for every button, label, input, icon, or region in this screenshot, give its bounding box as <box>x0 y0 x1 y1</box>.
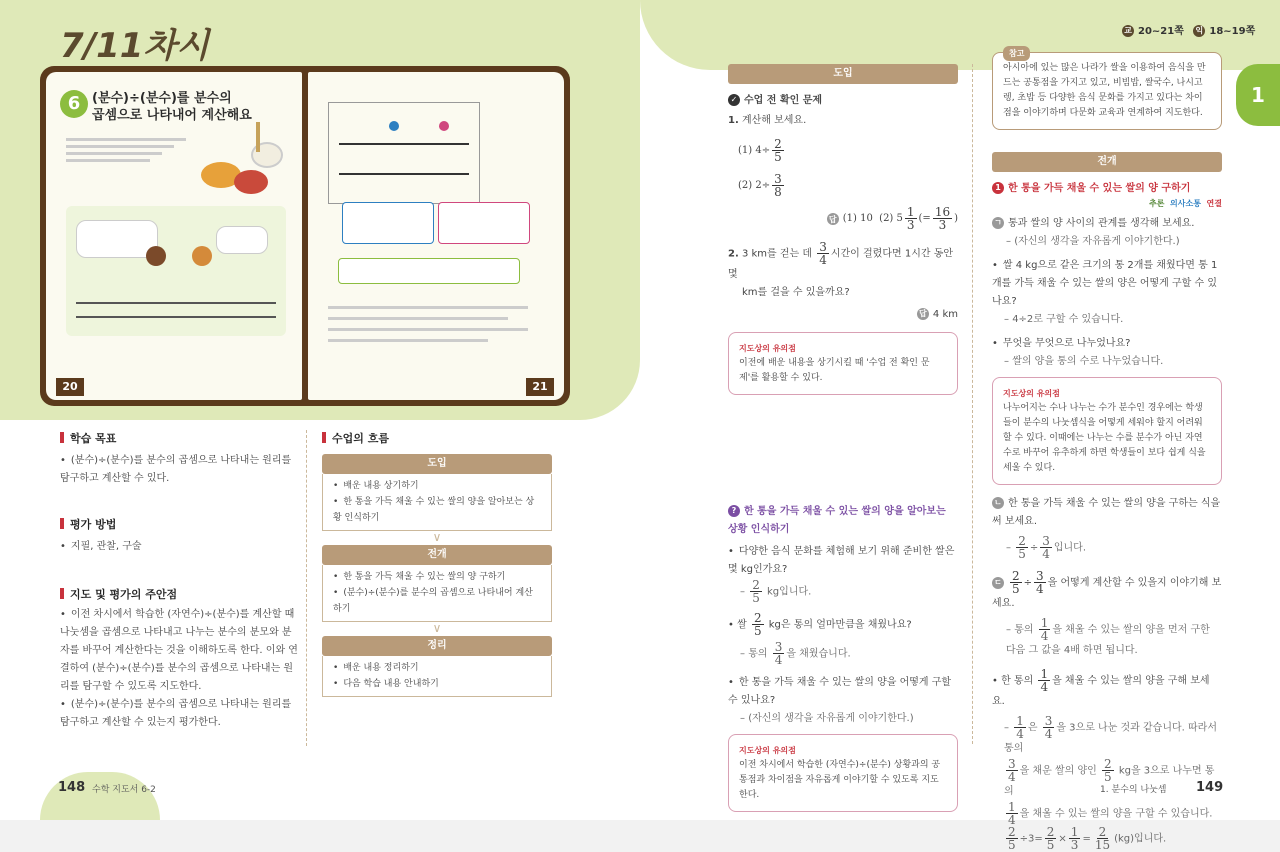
activity-box <box>66 206 286 336</box>
flow-step-wrapup <box>322 636 552 697</box>
note-text: 이전 차시에서 학습한 (자연수)÷(분수) 상황과의 공통점과 차이점을 자유롭게 이야기할 수 있도록 지도한다. <box>739 760 941 800</box>
textbook-left-page <box>46 72 302 400</box>
textbook-pages: 20~21쪽 <box>1138 26 1184 37</box>
sit-a2: – 통의 $\frac{3}{4}$ 을 채웠습니다. <box>740 640 851 667</box>
step-a <box>992 215 1222 233</box>
check-icon: ✓ <box>728 94 740 106</box>
answer-icon: 답 <box>917 308 929 320</box>
activity1-title-text: 한 통을 가득 채울 수 있는 쌀의 양 구하기 <box>1008 183 1191 194</box>
flow-item: • 다음 학습 내용 안내하기 <box>333 676 541 692</box>
q2-text-a: 3 km를 걷는 데 <box>741 248 813 260</box>
flow-step-develop <box>322 545 552 622</box>
goal-text: • (분수)÷(분수)를 분수의 곱셈으로 나타내는 원리를 탐구하고 계산할 수 있다. <box>60 452 300 488</box>
check-title <box>728 92 958 110</box>
sit-a3: – (자신의 생각을 자유롭게 이야기한다.) <box>740 713 914 724</box>
step-e-answer-2c: kg을 3으로 나누면 통의 <box>1004 765 1215 797</box>
flow-step-head: 정리 <box>322 636 552 656</box>
step-e-answer-1c: 을 3으로 나눈 것과 같습니다. 따라서 통의 <box>1004 722 1218 754</box>
chevron-down-icon: ∨ <box>432 621 442 635</box>
step-e-answer-2b: 을 채운 쌀의 양인 <box>1019 765 1097 777</box>
step-c-icon: ㄴ <box>992 497 1004 509</box>
column-divider <box>306 430 308 746</box>
flow-column <box>322 430 552 697</box>
q2-answer-text: 4 km <box>932 309 958 320</box>
textbook-spread <box>40 66 570 406</box>
q2-label: 2. <box>728 248 739 260</box>
step-c-text: 한 통을 가득 채울 수 있는 쌀의 양을 구하는 식을 써 보세요. <box>992 498 1221 527</box>
step-c <box>992 495 1222 531</box>
flow-item: • (분수)÷(분수)를 분수의 곱셈으로 나타내어 계산하기 <box>333 585 541 617</box>
textbook-icon: 교 <box>1122 25 1134 37</box>
situation-title-text: 한 통을 가득 채울 수 있는 쌀의 양을 알아보는 상황 인식하기 <box>728 506 946 535</box>
activity-number-icon: 1 <box>992 182 1004 194</box>
step-d-answer: – 통의 $\frac{1}{4}$ 을 채울 수 있는 쌀의 양을 먼저 구한 다음 그 값을 4배 하면 됩니다. <box>1006 616 1210 656</box>
sit-a2-a: 통의 <box>748 648 768 660</box>
intro-column <box>728 64 958 812</box>
flow-item: • 배운 내용 상기하기 <box>333 478 541 494</box>
left-footer-title: 수학 지도서 6-2 <box>92 785 156 795</box>
eval-text: • 지필, 관찰, 구술 <box>60 538 300 556</box>
dev-head: 전개 <box>992 152 1222 172</box>
step-e-answer-3b: 을 채울 수 있는 쌀의 양을 구할 수 있습니다. <box>1019 808 1213 820</box>
flow-item: • 배운 내용 정리하기 <box>333 660 541 676</box>
note-label: 지도상의 유의점 <box>739 344 796 353</box>
sit-q2-a: 쌀 <box>737 619 747 631</box>
question-icon: ? <box>728 505 740 517</box>
right-page-number: 149 <box>1196 780 1224 795</box>
tag-communication: 의사소통 <box>1170 199 1201 208</box>
q1-answer1: (1) 10 <box>842 213 873 224</box>
note-text: 나누어지는 수나 나누는 수가 분수인 경우에는 학생들이 분수의 나눗셈식을 어떻게 세워야 할지 어려워할 수 있다. 이때에는 나누는 수를 분수가 아닌 자연수로 바꾸어 유추하게 하면 학생들이 보다 쉽게 식을 세울 수 있다. <box>1003 403 1206 473</box>
step-a-answer: – (자신의 생각을 자유롭게 이야기한다.) <box>1006 236 1180 247</box>
reference-box <box>992 49 1222 130</box>
reference-text: 아시아에 있는 많은 나라가 쌀을 이용하여 음식을 만드는 공통점을 가지고 있고, 비빔밥, 쌀국수, 나시고렝, 초밥 등 다양한 음식 문화를 가지고 있다는 차이점을 이야기하며 다문화 교육과 연계하여 지도한다. <box>1003 63 1206 118</box>
step-e-answer-4: (kg)입니다. <box>1114 833 1167 845</box>
step-e-b: 을 채울 수 있는 쌀의 양을 구해 보세요. <box>992 675 1210 707</box>
step-a-text: 통과 쌀의 양 사이의 관계를 생각해 보세요. <box>1008 218 1195 229</box>
note-box <box>728 332 958 395</box>
lesson-number: 7/11차시 <box>60 26 210 66</box>
b2-question: • 무엇을 무엇으로 나누었나요? <box>992 335 1222 353</box>
step-d-answer-b: 을 채울 수 있는 쌀의 양을 먼저 구한 다음 그 값을 4배 하면 됩니다. <box>1006 624 1210 656</box>
q2-text-c: km를 걸을 수 있을까요? <box>742 287 850 298</box>
goals-column <box>60 430 300 732</box>
step-c-answer-text: 입니다. <box>1053 542 1087 554</box>
flow-heading: 수업의 흐름 <box>322 430 552 446</box>
step-a-icon: ㄱ <box>992 217 1004 229</box>
pink-method-box <box>438 202 530 244</box>
check-title-text: 수업 전 확인 문제 <box>744 95 823 106</box>
sit-a3-text: (자신의 생각을 자유롭게 이야기한다.) <box>748 713 914 724</box>
step-e-answer: – $\frac{1}{4}$ 은 $\frac{3}{4}$ 을 3으로 나눈 것과 같습니다. 따라서 통의 $\frac{3}{4}$ 을 채운 쌀의 양인 $\frac{2}{5}$ kg을 3으로 나누면 통의 $\frac{1}{4}$ 을 채울 수 있는 쌀의 양을 구할 수 있습니다. $\frac{2}{5}$ ÷3= $\frac{2}{5}$ × $\frac{1}{3}$ = $\frac{2}{15}$ (kg)입니다. <box>1004 714 1218 852</box>
chevron-down-icon: ∨ <box>432 530 442 544</box>
b2-answer-text: 쌀의 양을 통의 수로 나누었습니다. <box>1012 356 1164 367</box>
guide-heading: 지도 및 평가의 주안점 <box>60 586 300 602</box>
blue-method-box <box>342 202 434 244</box>
step-e-answer-1b: 은 <box>1027 722 1038 734</box>
step-d-answer-a: 통의 <box>1014 624 1034 636</box>
flow-step-head: 도입 <box>322 454 552 474</box>
sit-q2: • 쌀 $\frac{2}{5}$ kg은 통의 얼마만큼을 채웠나요? <box>728 611 912 638</box>
flow-step-intro <box>322 454 552 531</box>
q1a: (1) 4÷ $\frac{2}{5}$ <box>738 137 782 164</box>
note-text: 이전에 배운 내용을 상기시킬 때 '수업 전 확인 문제'를 활용할 수 있다. <box>739 358 930 383</box>
q1a-prefix: (1) 4÷ <box>738 145 771 156</box>
sit-q1: • 다양한 음식 문화를 체험해 보기 위해 준비한 쌀은 몇 kg인가요? <box>728 543 958 579</box>
formula-box <box>338 258 520 284</box>
b2-answer: – 쌀의 양을 통의 수로 나누었습니다. <box>1004 356 1164 367</box>
step-a-answer-text: (자신의 생각을 자유롭게 이야기한다.) <box>1014 236 1180 247</box>
textbook-left-page-number: 20 <box>56 378 84 396</box>
activity1-title <box>992 180 1222 198</box>
sit-q3: • 한 통을 가득 채울 수 있는 쌀의 양을 어떻게 구할 수 있나요? <box>728 674 958 710</box>
textbook-right-page-number: 21 <box>526 378 554 396</box>
chapter-tab: 1 <box>1236 64 1280 126</box>
practice-lines <box>328 298 528 358</box>
unit-number-badge: 6 <box>60 90 88 118</box>
guide-item: • (분수)÷(분수)를 분수의 곱셈으로 나타내는 원리를 탐구하고 계산할 수 있는지 평가한다. <box>60 696 300 732</box>
development-column <box>992 49 1222 852</box>
step-e-a: 한 통의 <box>1001 675 1034 687</box>
flow-item: • 한 통을 가득 채울 수 있는 쌀의 양 구하기 <box>333 569 541 585</box>
q1-answer: 답 (1) 10 (2) 5 $\frac{1}{3}$ (= $\frac{16}{3}$ ) <box>728 206 958 231</box>
b1-answer-text: 4÷2로 구할 수 있습니다. <box>1012 314 1124 325</box>
q1b: (2) 2÷ $\frac{3}{8}$ <box>738 172 782 199</box>
goal-heading: 학습 목표 <box>60 430 300 446</box>
flow-step-head: 전개 <box>322 545 552 565</box>
page-references <box>1122 22 1255 37</box>
workbook-icon: 익 <box>1193 25 1205 37</box>
q1-label: 1. <box>728 115 739 126</box>
q1b-prefix: (2) 2÷ <box>738 180 771 191</box>
b1-question: • 쌀 4 kg으로 같은 크기의 통 2개를 채웠다면 통 1개를 가득 채울 수 있는 쌀의 양은 어떻게 구할 수 있나요? <box>992 257 1222 311</box>
q2-answer <box>728 306 958 324</box>
q2: 2. 3 km를 걷는 데 $\frac{3}{4}$ 시간이 걸렸다면 1시간 동안 몇 <box>728 240 954 280</box>
flow-item: • 한 통을 가득 채울 수 있는 쌀의 양을 알아보는 상황 인식하기 <box>333 494 541 526</box>
left-page <box>0 0 640 820</box>
workbook-pages: 18~19쪽 <box>1209 26 1256 37</box>
q1-answer2: (2) <box>879 213 894 224</box>
number-line-diagram <box>328 102 480 204</box>
sit-a1: – $\frac{2}{5}$ kg입니다. <box>740 578 812 605</box>
note-label: 지도상의 유의점 <box>739 746 796 755</box>
guide-item: • 이전 차시에서 학습한 (자연수)÷(분수)를 계산할 때 나눗셈을 곱셈으로 나타내고 나누는 분수의 분모와 분자를 바꾸어 계산한다는 것을 이해하도록 한다. 이와 연결하여 (분수)÷(분수)를 분수의 곱셈으로 나타내는 원리를 탐구할 수 있도록 지도한다. <box>60 606 300 696</box>
textbook-title-line1: (분수)÷(분수)를 분수의 <box>92 91 232 106</box>
eval-heading: 평가 방법 <box>60 516 300 532</box>
step-e: • 한 통의 $\frac{1}{4}$ 을 채울 수 있는 쌀의 양을 구해 보세요. <box>992 667 1210 707</box>
competency-tags <box>992 198 1222 209</box>
step-d-text: 을 어떻게 계산할 수 있을지 이야기해 보세요. <box>992 577 1222 609</box>
tag-connection: 연결 <box>1206 199 1222 208</box>
reference-label: 참고 <box>1003 46 1030 61</box>
situation-title <box>728 503 958 539</box>
answer-icon: 답 <box>827 213 839 225</box>
right-page <box>640 0 1280 852</box>
food-illustration <box>196 122 286 202</box>
note-label: 지도상의 유의점 <box>1003 389 1060 398</box>
q2-text-b: 시간이 걸렸다면 1시간 동안 몇 <box>728 248 954 280</box>
step-d-icon: ㄷ <box>992 577 1004 589</box>
textbook-intro-text <box>66 134 186 174</box>
step-d: ㄷ $\frac{2}{5}$ ÷ $\frac{3}{4}$ 을 어떻게 계산할 수 있을지 이야기해 보세요. <box>992 569 1222 609</box>
intro-head: 도입 <box>728 64 958 84</box>
column-divider <box>972 64 974 744</box>
textbook-title-line2: 곱셈으로 나타내어 계산해요 <box>92 108 252 123</box>
sit-a1-text: kg입니다. <box>767 586 812 598</box>
right-footer-chapter: 1. 분수의 나눗셈 <box>1100 785 1167 795</box>
q1-text: 계산해 보세요. <box>741 115 807 126</box>
note-box <box>992 377 1222 485</box>
left-page-number: 148 <box>58 780 86 795</box>
step-c-answer: – $\frac{2}{5}$ ÷ $\frac{3}{4}$ 입니다. <box>1006 534 1087 561</box>
textbook-right-page <box>308 72 564 400</box>
tag-reasoning: 추론 <box>1148 199 1165 208</box>
q1 <box>728 112 958 130</box>
textbook-title <box>92 90 252 124</box>
b1-answer: – 4÷2로 구할 수 있습니다. <box>1004 314 1124 325</box>
sit-q2-b: kg은 통의 얼마만큼을 채웠나요? <box>768 619 912 631</box>
sit-a2-b: 을 채웠습니다. <box>786 648 851 660</box>
note-box <box>728 734 958 812</box>
